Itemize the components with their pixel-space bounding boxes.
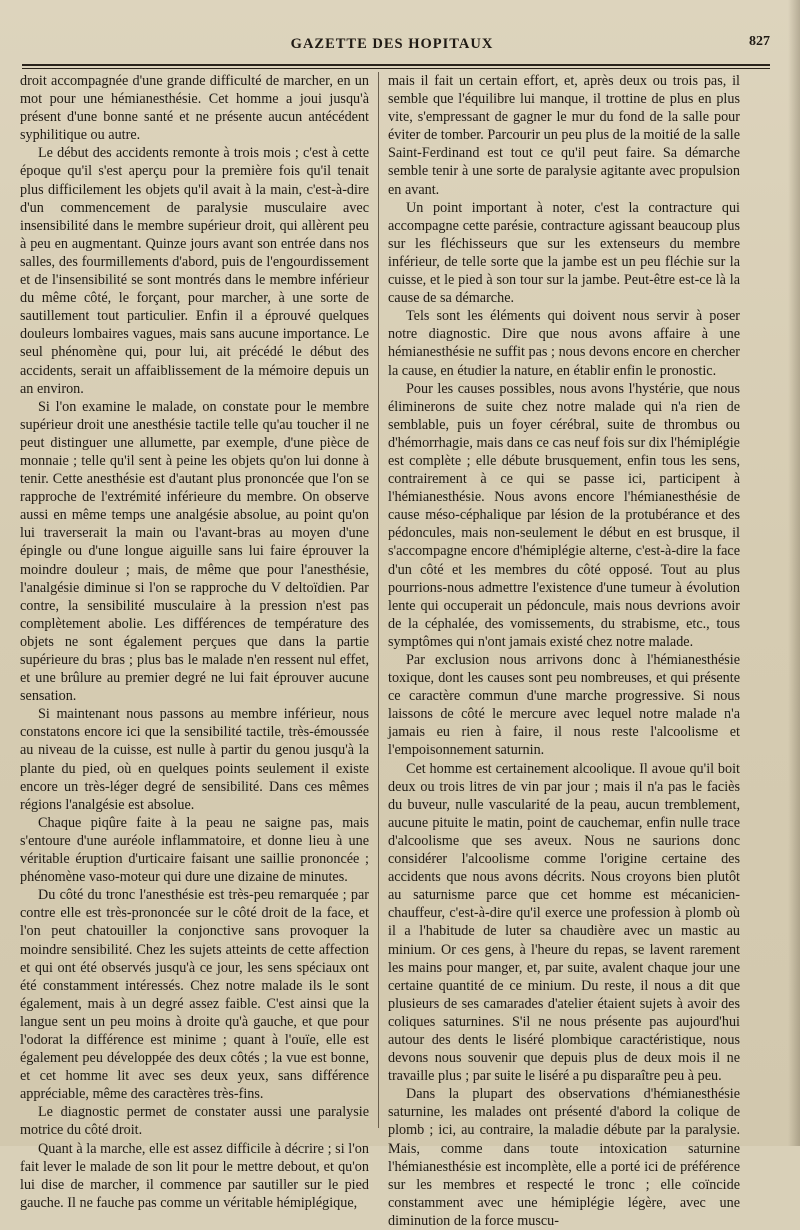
journal-title: GAZETTE DES HOPITAUX xyxy=(290,36,494,52)
paragraph: Cet homme est certainement alcoolique. Il avoue qu'il boit deux ou trois litres de vin par jour ; mais il n'a pas le faciès du buveur, nulle vascularité de la peau, aucun tremblement, aucune pituite le matin, point de cauchemar, enfin nulle trace d'alcoolisme que ses aveux. Nous ne saurions donc considérer l'alcoolisme comme l'origine certaine des accidents que nous avons décrits. Nous croyons bien plutôt au saturnisme parce que cet homme est mécanicien-chauffeur, c'est-à-dire qu'il exerce une profession à plomb où il a l'habitude de luter sa chaudière avec un mastic au minium. Or ces gens, à l'heure du repas, se lavent rarement les mains pour manger, et, par suite, avalent chaque jour une certaine quantité de ce minium. Du reste, il nous a dit que plusieurs de ses camarades d'atelier étaient sujets à avoir des coliques saturnines. S'il ne nous présente pas aujourd'hui autour des dents le liséré plombique caractéristique, nous devons nous souvenir que depuis plus de deux mois il ne travaille plus ; par suite le liséré a pu disparaître peu à peu. xyxy=(388,760,740,1085)
paragraph: Dans la plupart des observations d'hémianesthésie saturnine, les malades ont présenté d'abord la colique de plomb ; ici, au contraire, la maladie débute par la paralysie. Mais, comme dans toute intoxication saturnine l'hémianesthésie est incomplète, elle a porté ici de préférence sur les membres et respecté le tronc ; elle coïncide constamment avec une hémiplégie légère, avec une diminution de la force muscu- xyxy=(388,1086,740,1229)
page-number: 827 xyxy=(749,34,770,49)
paragraph: Quant à la marche, elle est assez difficile à décrire ; si l'on fait lever le malade de son lit pour le mettre debout, et qu'on lui dise de marcher, il commence par sautiller sur le pied gauche. Il ne fauche pas comme un véritable hémiplégique, xyxy=(20,1140,369,1211)
paragraph: Le début des accidents remonte à trois mois ; c'est à cette époque qu'il s'est aperçu pour la première fois qu'il tenait plus difficilement les objets qu'il avait à la main, c'est-à-dire d'un commencement de paralysie musculaire avec insensibilité dans le membre supérieur droit, qui allèrent peu à peu en augmentant. Quinze jours avant son entrée dans nos salles, des fourmillements d'abord, puis de l'engourdissement et de l'insensibilité se sont montrés dans le membre inférieur du même côté, le forçant, pour marcher, à une sorte de sautillement tout particulier. Enfin il a éprouvé quelques douleurs lombaires vagues, mais sans aucune importance. Le seul phénomène qui, pour lui, ait précédé le début des accidents, serait un affaiblissement de la mémoire depuis un an environ. xyxy=(20,145,369,397)
page-header xyxy=(14,36,770,58)
paragraph: mais il fait un certain effort, et, après deux ou trois pas, il semble que l'équilibre lui manque, il trottine de plus en plus vite, s'empressant de gagner le mur du fond de la salle pour éviter de tomber. Parcourir un peu plus de la moitié de la salle Saint-Ferdinand est tout ce qu'il peut faire. Sa démarche semble tenir à une sorte de paralysie agitante avec propulsion en avant. xyxy=(388,73,740,198)
paragraph: Un point important à noter, c'est la contracture qui accompagne cette parésie, contracture agissant beaucoup plus sur les fléchisseurs que sur les extenseurs du membre inférieur, de telle sorte que la jambe est un peu fléchie sur la cuisse, et le pied à son tour sur la jambe. Peut-être est-ce là la cause de sa démarche. xyxy=(388,199,740,307)
paragraph: Du côté du tronc l'anesthésie est très-peu remarquée ; par contre elle est très-prononcée sur le côté droit de la face, et l'on peut chatouiller la conjonctive sans provoquer la moindre sensibilité. Chez les sujets atteints de cette affection et qui ont été observés jusqu'à ce jour, les sens spéciaux ont été constamment intéressés. Chez notre malade ils le sont également, mais à un degré assez faible. C'est ainsi que la langue sent un peu moins à droite qu'à gauche, et que pour l'odorat la différence est minime ; quant à l'ouïe, elle est également peu développée des deux côtés ; la vue est bonne, et cet homme lit avec ses deux yeux, sans différence appréciable, même des caractères très-fins. xyxy=(20,887,369,1103)
left-column xyxy=(20,72,369,1212)
right-column xyxy=(388,72,740,1230)
paragraph: Si maintenant nous passons au membre inférieur, nous constatons encore ici que la sensibilité tactile, très-émoussée au niveau de la cuisse, est nulle à partir du genou jusqu'à la plante du pied, où en quelques points seulement il existe encore un très-léger degré de sensibilité. Dans ces mêmes régions l'analgésie est absolue. xyxy=(20,706,369,813)
paragraph: Si l'on examine le malade, on constate pour le membre supérieur droit une anesthésie tactile telle qu'au toucher il ne peut distinguer une allumette, par exemple, d'une pièce de monnaie ; telle qu'il sent à peine les objets qu'on lui donne à tenir. Cette anesthésie est d'autant plus prononcée que l'on se rapproche de l'extrémité inférieure du membre. On observe aussi en même temps une analgésie absolue, au point qu'on lui traverserait la main ou l'avant-bras au moyen d'une épingle ou d'une longue aiguille sans lui faire éprouver la moindre douleur ; mais, de même que pour l'anesthésie, l'analgésie diminue si l'on se rapproche du V deltoïdien. Par contre, la sensibilité musculaire à la pression n'est pas complètement abolie. Les différences de température des objets ne sont également perçues que dans la partie supérieure du bras ; plus bas le malade n'en ressent nul effet, et une brûlure au premier degré ne lui fait éprouver aucune sensation. xyxy=(20,398,369,705)
paragraph: droit accompagnée d'une grande difficulté de marcher, en un mot pour une hémianesthésie. Cet homme a joui jusqu'à présent d'une bonne santé et ne présente aucun antécédent syphilitique ou autre. xyxy=(20,73,369,144)
paragraph: Par exclusion nous arrivons donc à l'hémianesthésie toxique, dont les causes sont peu nombreuses, et qui présente ce caractère commun d'une marche progressive. Si nous laissons de côté le mercure avec lequel notre malade n'a jamais eu rien à faire, il nous reste l'alcoolisme et l'empoisonnement saturnin. xyxy=(388,652,740,759)
column-divider xyxy=(378,72,379,1128)
paragraph: Pour les causes possibles, nous avons l'hystérie, que nous éliminerons de suite chez notre malade qui n'a rien de semblable, puis un foyer cérébral, suite de thrombus ou d'hémorrhagie, mais dans ce cas neuf fois sur dix l'hémiplégie est complète ; elle débute brusquement, enfin tous les sens, contrairement à ce qui se passe ici, participent à l'hémianesthésie. Nous avons encore l'hémianesthésie de cause méso-céphalique par lésion de la protubérance et des pédoncules, mais non-seulement le début en est brusque, il s'accompagne encore d'hémiplégie alterne, c'est-à-dire la face d'un côté et les membres du côté opposé. Tout au plus pourrions-nous admettre l'existence d'une tumeur à évolution lente qui occuperait un pédoncule, mais nous devrions avoir de la céphalée, des vomissements, du strabisme, etc., tous symptômes qui n'ont jamais existé chez notre malade. xyxy=(388,380,740,650)
paragraph: Le diagnostic permet de constater aussi une paralysie motrice du côté droit. xyxy=(20,1104,369,1139)
paragraph: Chaque piqûre faite à la peau ne saigne pas, mais s'entoure d'une auréole inflammatoire, et donne lieu à une véritable éruption d'urticaire faisant une saillie prononcée ; phénomène vaso-moteur qui dure une dizaine de minutes. xyxy=(20,814,369,886)
header-rule xyxy=(22,64,770,69)
page-edge-shadow xyxy=(788,0,800,1146)
paragraph: Tels sont les éléments qui doivent nous servir à poser notre diagnostic. Dire que nous avons affaire à une hémianesthésie ne suffit pas ; nous devons encore en chercher la cause, en étudier la nature, en établir enfin le pronostic. xyxy=(388,308,740,379)
